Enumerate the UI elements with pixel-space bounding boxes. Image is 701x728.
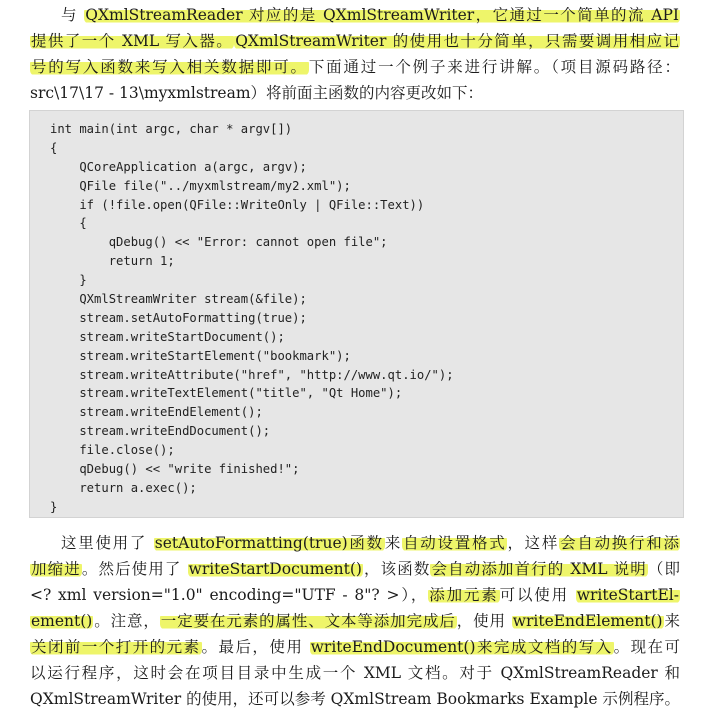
code-line: QFile file("../myxmlstream/my2.xml");: [50, 178, 351, 193]
code-line: return a.exec();: [50, 480, 197, 495]
intro-paragraph: [30, 2, 680, 106]
text-line: [30, 686, 680, 712]
text-segment: （即: [647, 560, 680, 578]
text-segment: <? xml version="1.0" encoding="UTF - 8"? >），: [30, 586, 429, 604]
highlighted-text: 添加元素: [429, 586, 499, 604]
highlighted-text: 一定要在元素的属性、文本等添加完成后: [160, 612, 456, 630]
code-line: qDebug() << "Error: cannot open file";: [50, 235, 388, 250]
explanation-paragraph: [30, 530, 680, 712]
code-line: int main(int argc, char * argv[]): [50, 122, 293, 136]
text-segment: ，这样: [507, 534, 560, 552]
text-line: [30, 634, 680, 660]
text-line: [30, 556, 680, 582]
text-segment: 来: [663, 612, 680, 630]
text-line: [30, 80, 680, 106]
text-segment: 下面通过一个例子来进行讲解。（项目源码路径：: [308, 58, 680, 76]
code-line: return 1;: [50, 254, 175, 269]
highlighted-text: writeStartEl-: [576, 586, 679, 604]
code-line: stream.writeStartElement("bookmark");: [50, 348, 351, 363]
text-segment: 。注意，: [93, 612, 160, 630]
highlighted-text: QXmlStreamReader 对应的是 QXmlStreamWriter，它通过一个简单的流 API: [85, 6, 679, 24]
text-line: [30, 608, 680, 634]
highlighted-text: ement(): [31, 612, 93, 630]
highlighted-text: 会自动换行和添: [560, 534, 679, 552]
text-line: [30, 2, 680, 28]
text-segment: 。现在可: [613, 638, 680, 656]
code-line: file.close();: [50, 443, 175, 458]
code-listing: [50, 120, 454, 517]
text-segment: 这里使用了: [61, 534, 154, 552]
text-line: [30, 28, 680, 54]
text-segment: src\17\17 - 13\myxmlstream）将前面主函数的内容更改如下：: [30, 84, 484, 102]
text-segment: 以运行程序，这时会在项目目录中生成一个 XML 文档。对于 QXmlStreamReader 和: [30, 664, 680, 682]
text-line: [30, 582, 680, 608]
code-line: stream.setAutoFormatting(true);: [50, 310, 307, 325]
code-block: [29, 110, 684, 518]
code-line: {: [50, 140, 58, 155]
text-segment: 可以使用: [499, 586, 576, 604]
highlighted-text: 会自动添加首行的 XML 说明: [431, 560, 647, 578]
text-segment: 。然后使用了: [81, 560, 188, 578]
code-line: QXmlStreamWriter stream(&file);: [50, 292, 307, 307]
code-line: QCoreApplication a(argc, argv);: [50, 159, 307, 174]
code-line: qDebug() << "write finished!";: [50, 462, 300, 477]
text-segment: 与: [61, 6, 85, 24]
highlighted-text: 提供了一个 XML 写入器。: [31, 32, 234, 50]
highlighted-text: 加缩进: [31, 560, 81, 578]
highlighted-text: 自动设置格式: [403, 534, 507, 552]
text-segment: ，该函数: [362, 560, 431, 578]
highlighted-text: setAutoFormatting(true)函数: [154, 534, 384, 552]
code-line: {: [50, 216, 87, 231]
code-line: stream.writeEndElement();: [50, 405, 263, 420]
text-line: [30, 660, 680, 686]
highlighted-text: writeEndElement(): [512, 612, 663, 630]
code-line: stream.writeAttribute("href", "http://www.qt.io/");: [50, 367, 454, 382]
text-segment: 来: [384, 534, 403, 552]
text-line: [30, 54, 680, 80]
code-line: }: [50, 273, 87, 288]
code-line: stream.writeTextElement("title", "Qt Home");: [50, 386, 403, 401]
highlighted-text: writeStartDocument(): [188, 560, 362, 578]
highlighted-text: QXmlStreamWriter 的使用也十分简单，只需要调用相应记: [235, 32, 679, 50]
text-segment: ，使用: [456, 612, 512, 630]
text-segment: 。最后，使用: [201, 638, 310, 656]
code-line: stream.writeEndDocument();: [50, 424, 271, 439]
code-line: if (!file.open(QFile::WriteOnly | QFile::Text)): [50, 197, 425, 212]
highlighted-text: 关闭前一个打开的元素: [31, 638, 201, 656]
text-segment: QXmlStreamWriter 的使用，还可以参考 QXmlStream Bookmarks Example 示例程序。: [30, 690, 680, 708]
highlighted-text: writeEndDocument()来完成文档的写入: [310, 638, 613, 656]
highlighted-text: 号的写入函数来写入相关数据即可。: [31, 58, 308, 76]
code-line: }: [50, 499, 58, 514]
code-line: stream.writeStartDocument();: [50, 329, 285, 344]
text-line: [30, 530, 680, 556]
